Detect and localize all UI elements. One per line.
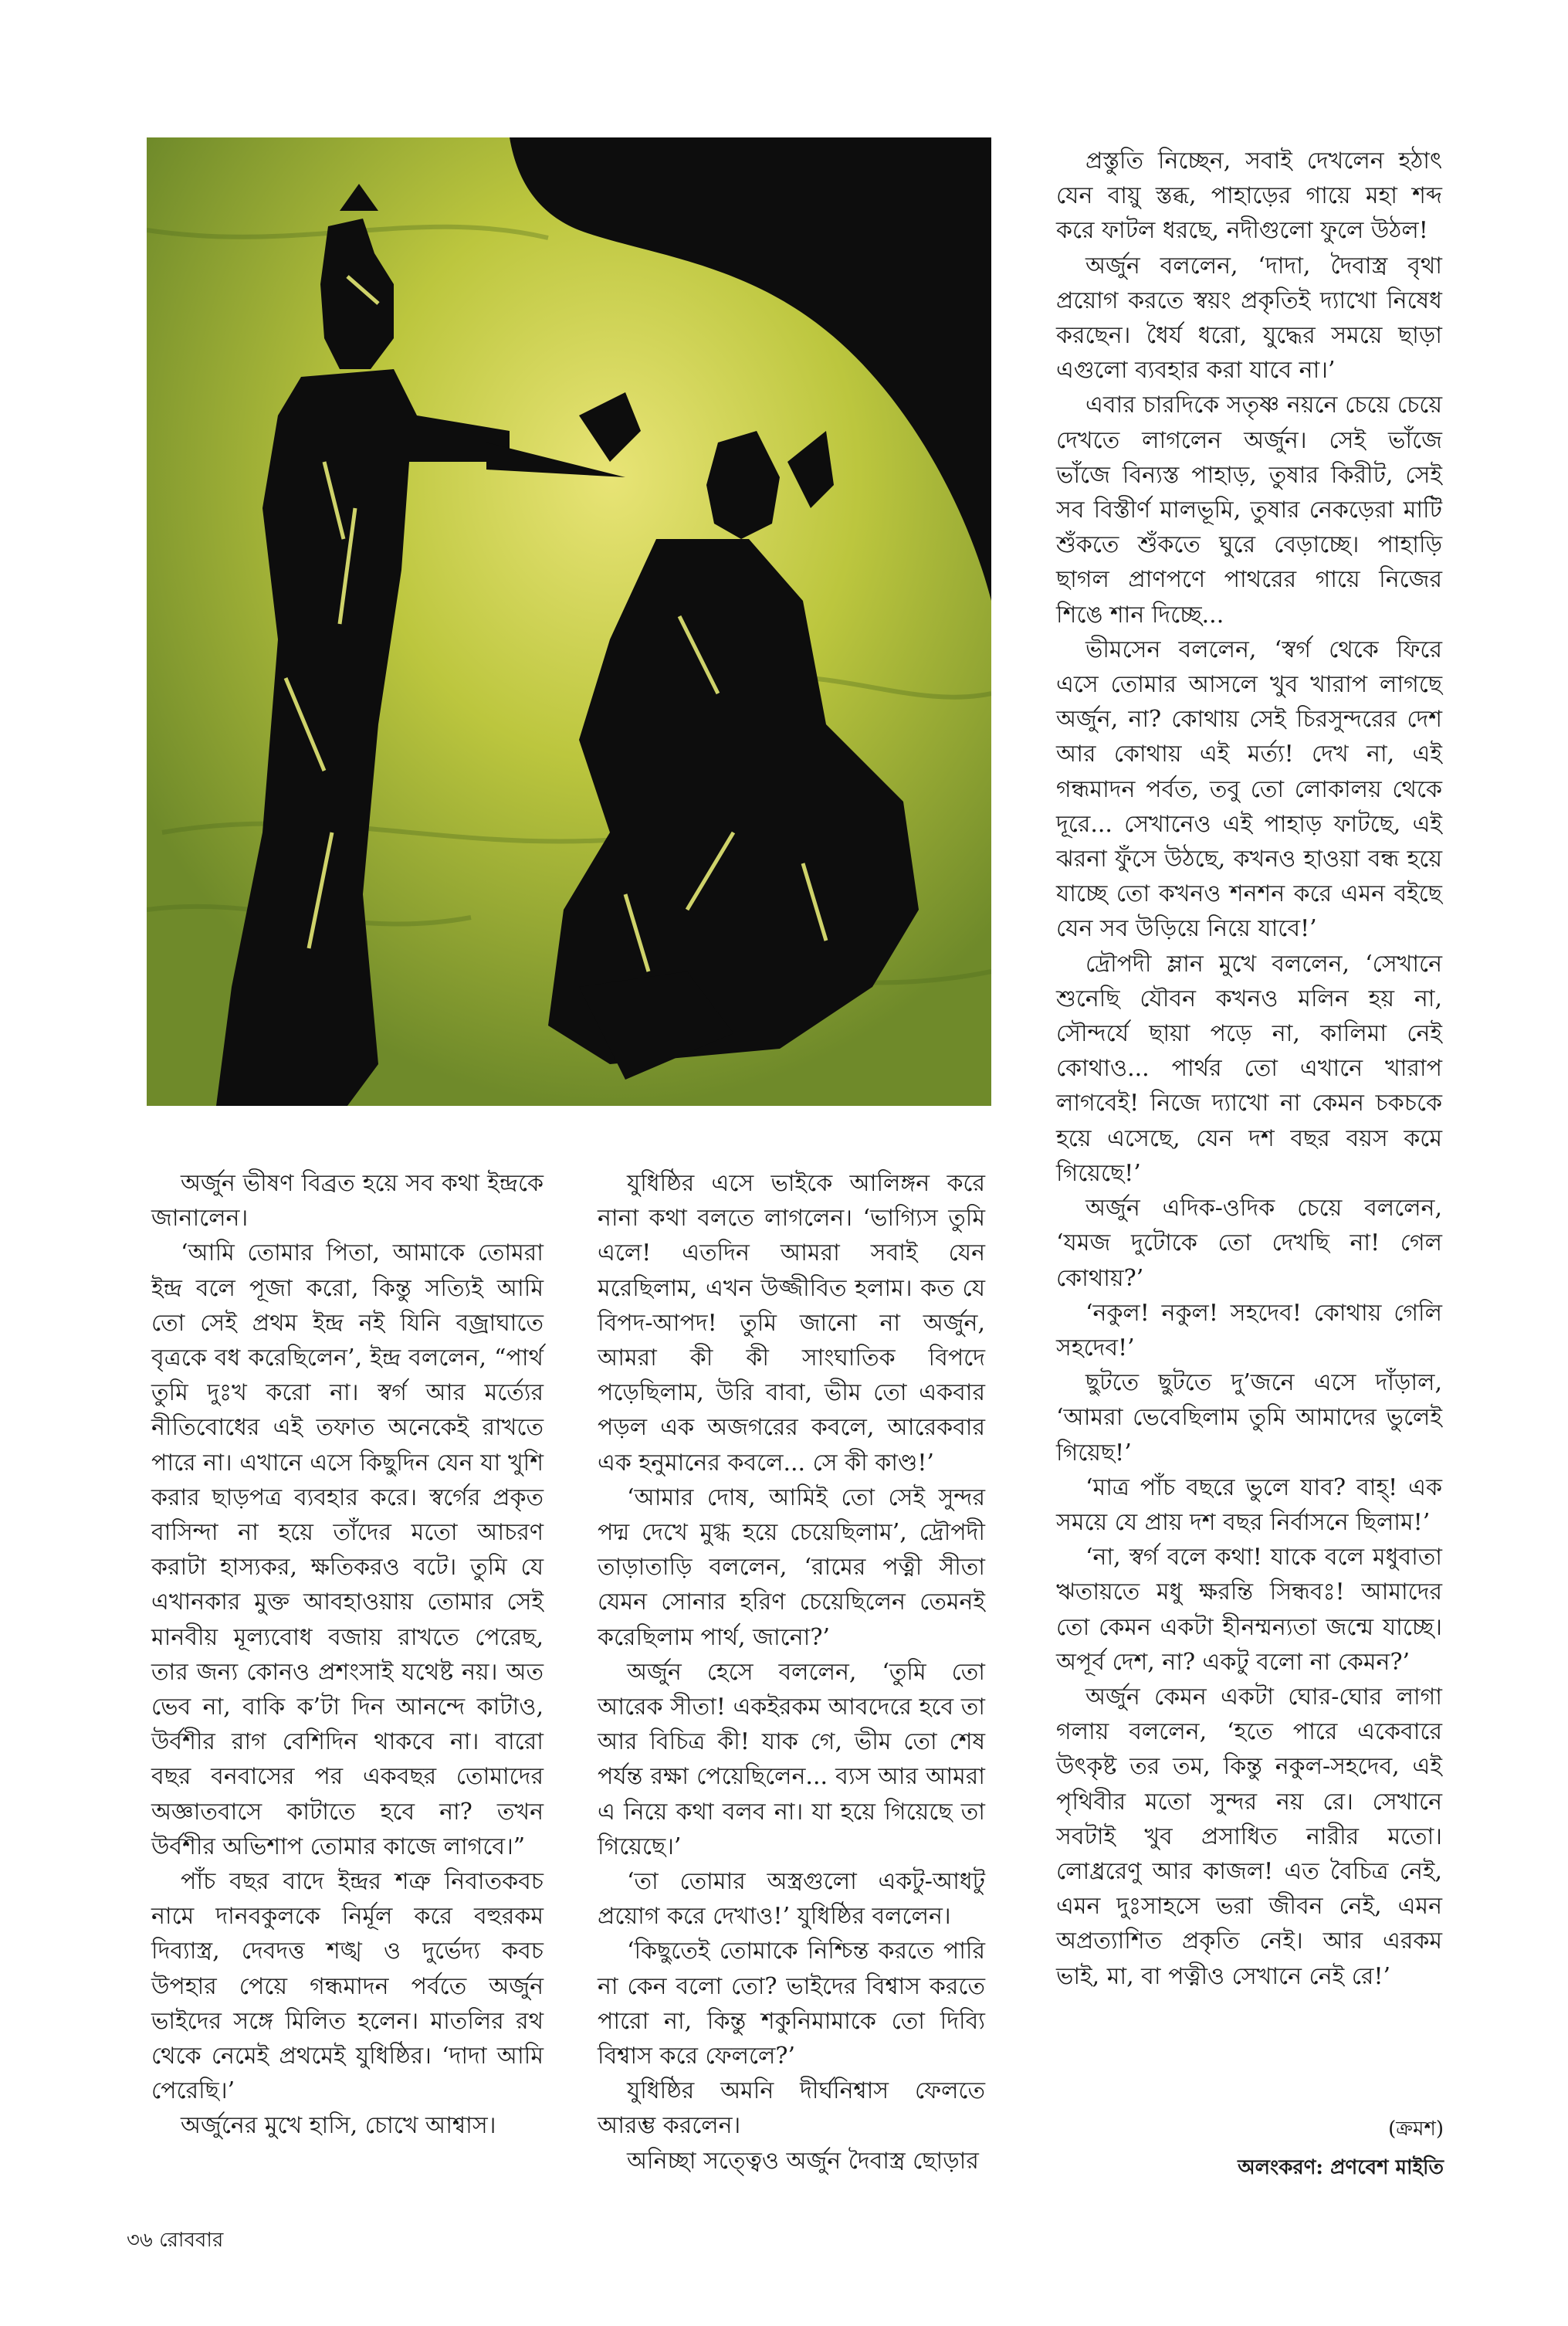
text-column-middle (598, 1166, 985, 2179)
paragraph: ‘তা তোমার অস্ত্রগুলো একটু-আধটু প্রয়োগ করে দেখাও!’ যুধিষ্ঠির বললেন। (598, 1868, 985, 1931)
paragraph: ছুটতে ছুটতে দু’জনে এসে দাঁড়াল, ‘আমরা ভেবেছিলাম তুমি আমাদের ভুলেই গিয়েছ!’ (1056, 1369, 1442, 1466)
paragraph: যুধিষ্ঠির এসে ভাইকে আলিঙ্গন করে নানা কথা বলতে লাগলেন। ‘ভাগ্যিস তুমি এলে! এতদিন আমরা সবাই যেন মরেছিলাম, এখন উজ্জীবিত হলাম। কত যে বিপদ-আপদ! তুমি জানো না অর্জুন, আমরা কী কী সাংঘাতিক বিপদে পড়েছিলাম, উরি বাবা, ভীম তো একবার পড়ল এক অজগরের কবলে, আরেকবার এক হনুমানের কবলে... সে কী কাণ্ড!’ (598, 1170, 985, 1477)
story-illustration (147, 137, 991, 1106)
paragraph: দ্রৌপদী ম্লান মুখে বললেন, ‘সেখানে শুনেছি যৌবন কখনও মলিন হয় না, সৌন্দর্যে ছায়া পড়ে না, কালিমা নেই কোথাও... পার্থর তো এখানে খারাপ লাগবেই! নিজে দ্যাখো না কেমন চকচকে হয়ে এসেছে, যেন দশ বছর বয়স কমে গিয়েছে!’ (1056, 950, 1442, 1187)
paragraph: ‘মাত্র পাঁচ বছরে ভুলে যাব? বাহ্! এক সময়ে যে প্রায় দশ বছর নির্বাসনে ছিলাম!’ (1056, 1473, 1442, 1536)
text-column-left (151, 1166, 544, 2144)
paragraph: অর্জুনের মুখে হাসি, চোখে আশ্বাস। (181, 2112, 496, 2140)
paragraph: অর্জুন হেসে বললেন, ‘তুমি তো আরেক সীতা! একইরকম আবদেরে হবে তা আর বিচিত্র কী! যাক গে, ভীম তো শেষ পর্যন্ত রক্ষা পেয়েছিলেন... ব্যস আর আমরা এ নিয়ে কথা বলব না। যা হয়ে গিয়েছে তা গিয়েছে।’ (598, 1658, 985, 1860)
paragraph: অনিচ্ছা সত্ত্বেও অর্জুন দৈবাস্ত্র ছোড়ার (627, 2147, 979, 2175)
paragraph: অর্জুন কেমন একটা ঘোর-ঘোর লাগা গলায় বললেন, ‘হতে পারে একেবারে উৎকৃষ্ট তর তম, কিন্তু নকুল-সহদেব, এই পৃথিবীর মতো সুন্দর নয় রে। সেখানে সবটাই খুব প্রসাধিত নারীর মতো। লোধ্ররেণু আর কাজল! এত বৈচিত্র নেই, এমন দুঃসাহসে ভরা জীবন নেই, এমন অপ্রত্যাশিত প্রকৃতি নেই। আর এরকম ভাই, মা, বা পত্নীও সেখানে নেই রে!’ (1056, 1683, 1442, 1990)
paragraph: ‘নকুল! নকুল! সহদেব! কোথায় গেলি সহদেব!’ (1056, 1299, 1442, 1361)
paragraph: ‘না, স্বর্গ বলে কথা! যাকে বলে মধুবাতা ঋতায়তে মধু ক্ষরন্তি সিন্ধবঃ! আমাদের তো কেমন একটা হীনম্মন্যতা জন্মে যাচ্ছে। অপূর্ব দেশ, না? একটু বলো না কেমন?’ (1056, 1544, 1442, 1676)
page-folio: ৩৬ রোববার (127, 2229, 224, 2252)
paragraph: ‘কিছুতেই তোমাকে নিশ্চিন্ত করতে পারি না কেন বলো তো? ভাইদের বিশ্বাস করতে পারো না, কিন্তু শকুনিমামাকে তো দিব্যি বিশ্বাস করে ফেললে?’ (598, 1938, 985, 2070)
paragraph: অর্জুন ভীষণ বিব্রত হয়ে সব কথা ইন্দ্রকে জানালেন। (151, 1170, 544, 1233)
paragraph: ‘আমি তোমার পিতা, আমাকে তোমরা ইন্দ্র বলে পূজা করো, কিন্তু সত্যিই আমি তো সেই প্রথম ইন্দ্র নই যিনি বজ্রাঘাতে বৃত্রকে বধ করেছিলেন’, ইন্দ্র বললেন, “পার্থ তুমি দুঃখ করো না। স্বর্গ আর মর্ত্যের নীতিবোধের এই তফাত অনেকেই রাখতে পারে না। এখানে এসে কিছুদিন যেন যা খুশি করার ছাড়পত্র ব্যবহার করে। স্বর্গের প্রকৃত বাসিন্দা না হয়ে তাঁদের মতো আচরণ করাটা হাস্যকর, ক্ষতিকরও বটে। তুমি যে এখানকার মুক্ত আবহাওয়ায় তোমার সেই মানবীয় মূল্যবোধ বজায় রাখতে পেরেছ, তার জন্য কোনও প্রশংসাই যথেষ্ট নয়। অত ভেব না, বাকি ক’টা দিন আনন্দে কাটাও, উর্বশীর রাগ বেশিদিন থাকবে না। বারো বছর বনবাসের পর একবছর তোমাদের অজ্ঞাতবাসে কাটাতে হবে না? তখন উর্বশীর অভিশাপ তোমার কাজে লাগবে।” (151, 1239, 544, 1860)
to-be-continued-note: (ক্রমশ) (1388, 2117, 1444, 2141)
paragraph: অর্জুন এদিক-ওদিক চেয়ে বললেন, ‘যমজ দুটোকে তো দেখছি না! গেল কোথায়?’ (1056, 1195, 1442, 1292)
paragraph: অর্জুন বললেন, ‘দাদা, দৈবাস্ত্র বৃথা প্রয়োগ করতে স্বয়ং প্রকৃতিই দ্যাখো নিষেধ করছেন। ধৈর্য ধরো, যুদ্ধের সময়ে ছাড়া এগুলো ব্যবহার করা যাবে না।’ (1056, 252, 1442, 385)
paragraph: প্রস্তুতি নিচ্ছেন, সবাই দেখলেন হঠাৎ যেন বায়ু স্তব্ধ, পাহাড়ের গায়ে মহা শব্দ করে ফাটল ধরছে, নদীগুলো ফুলে উঠল! (1056, 147, 1442, 245)
illustration-credit: অলংকরণ: প্রণবেশ মাইতি (1238, 2156, 1444, 2179)
paper-cut-silhouette-illustration (147, 137, 991, 1106)
paragraph: যুধিষ্ঠির অমনি দীর্ঘনিশ্বাস ফেলতে আরম্ভ করলেন। (598, 2077, 985, 2140)
paragraph: ভীমসেন বললেন, ‘স্বর্গ থেকে ফিরে এসে তোমার আসলে খুব খারাপ লাগছে অর্জুন, না? কোথায় সেই চিরসুন্দরের দেশ আর কোথায় এই মর্ত্য! দেখ না, এই গন্ধমাদন পর্বত, তবু তো লোকালয় থেকে দূরে... সেখানেও এই পাহাড় ফাটছে, এই ঝরনা ফুঁসে উঠছে, কখনও হাওয়া বন্ধ হয়ে যাচ্ছে তো কখনও শনশন করে এমন বইছে যেন সব উড়িয়ে নিয়ে যাবে!’ (1056, 636, 1442, 943)
paragraph: পাঁচ বছর বাদে ইন্দ্রর শত্রু নিবাতকবচ নামে দানবকুলকে নির্মূল করে বহুরকম দিব্যাস্ত্র, দেবদত্ত শঙ্খ ও দুর্ভেদ্য কবচ উপহার পেয়ে গন্ধমাদন পর্বতে অর্জুন ভাইদের সঙ্গে মিলিত হলেন। মাতলির রথ থেকে নেমেই প্রথমেই যুধিষ্ঠির। ‘দাদা আমি পেরেছি।’ (151, 1868, 544, 2105)
paragraph: ‘আমার দোষ, আমিই তো সেই সুন্দর পদ্ম দেখে মুগ্ধ হয়ে চেয়েছিলাম’, দ্রৌপদী তাড়াতাড়ি বললেন, ‘রামের পত্নী সীতা যেমন সোনার হরিণ চেয়েছিলেন তেমনই করেছিলাম পার্থ, জানো?’ (598, 1483, 985, 1651)
paragraph: এবার চারদিকে সতৃষ্ণ নয়নে চেয়ে চেয়ে দেখতে লাগলেন অর্জুন। সেই ভাঁজে ভাঁজে বিন্যস্ত পাহাড়, তুষার কিরীট, সেই সব বিস্তীর্ণ মালভূমি, তুষার নেকড়েরা মাটি শুঁকতে শুঁকতে ঘুরে বেড়াচ্ছে। পাহাড়ি ছাগল প্রাণপণে পাথরের গায়ে নিজের শিঙে শান দিচ্ছে... (1056, 392, 1442, 629)
text-column-right (1056, 144, 1442, 1994)
